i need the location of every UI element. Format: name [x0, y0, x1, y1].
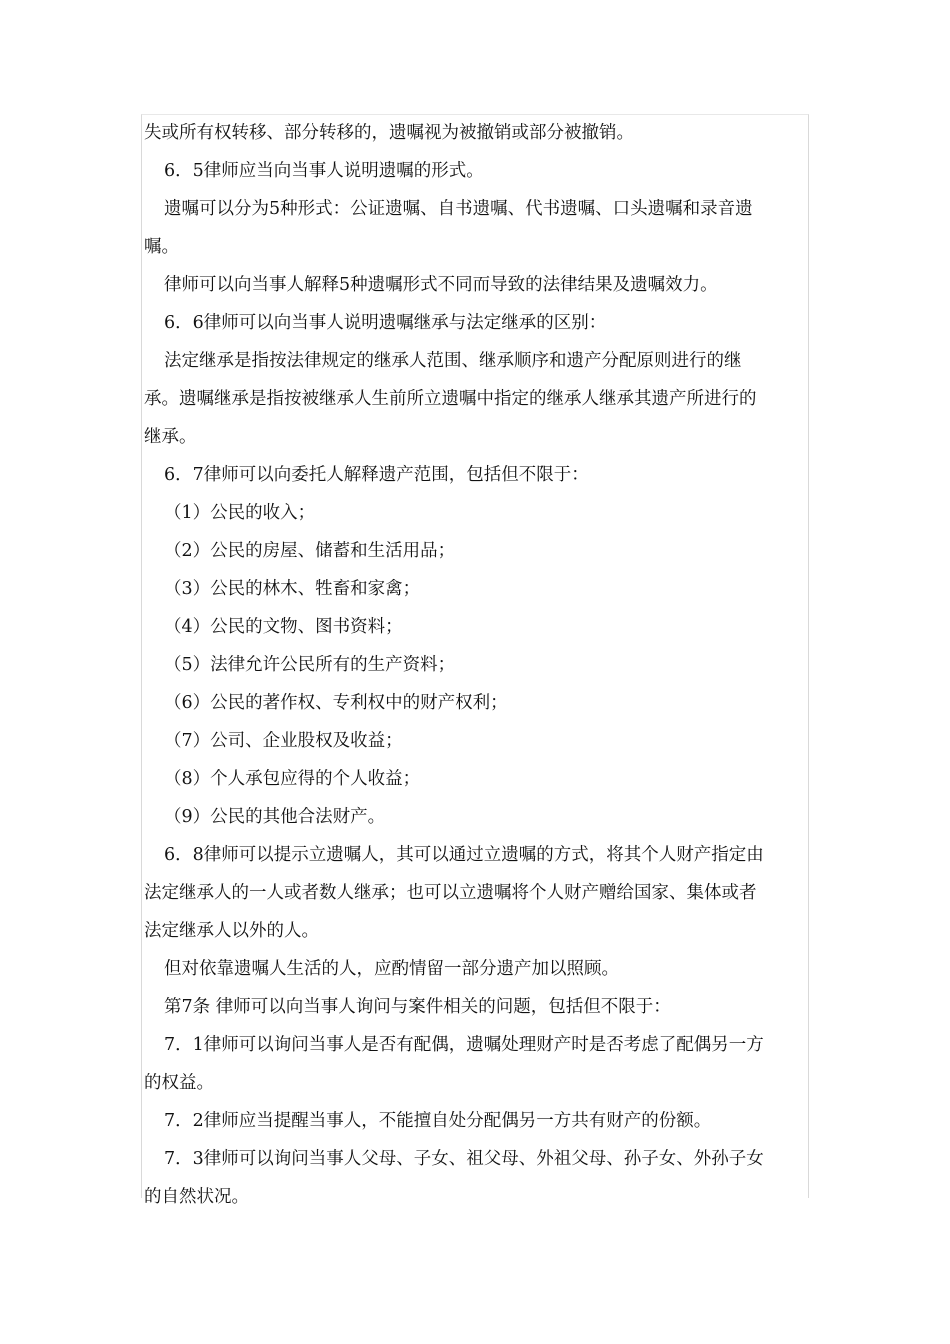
list-item: （8）个人承包应得的个人收益；: [164, 769, 421, 789]
document-body: [144, 114, 816, 1216]
text-line: 的自然状况。: [144, 1187, 249, 1207]
text-line: 法定继承是指按法律规定的继承人范围、继承顺序和遗产分配原则进行的继: [164, 351, 742, 371]
text-line: 7．3律师可以询问当事人父母、子女、祖父母、外祖父母、孙子女、外孙子女: [164, 1149, 764, 1169]
text-line: 承。遗嘱继承是指按被继承人生前所立遗嘱中指定的继承人继承其遗产所进行的: [144, 389, 757, 409]
text-line: 法定继承人的一人或者数人继承；也可以立遗嘱将个人财产赠给国家、集体或者: [144, 883, 757, 903]
text-line: 律师可以向当事人解释5种遗嘱形式不同而导致的法律结果及遗嘱效力。: [164, 275, 718, 295]
text-line: 6．8律师可以提示立遗嘱人，其可以通过立遗嘱的方式，将其个人财产指定由: [164, 845, 764, 865]
text-line: 6．7律师可以向委托人解释遗产范围，包括但不限于：: [164, 465, 589, 485]
text-line: 7．2律师应当提醒当事人，不能擅自处分配偶另一方共有财产的份额。: [164, 1111, 712, 1131]
text-line: 遗嘱可以分为5种形式：公证遗嘱、自书遗嘱、代书遗嘱、口头遗嘱和录音遗: [164, 199, 753, 219]
text-line: 嘱。: [144, 237, 179, 257]
text-line: 6．6律师可以向当事人说明遗嘱继承与法定继承的区别：: [164, 313, 607, 333]
list-item: （9）公民的其他合法财产。: [164, 807, 386, 827]
list-item: （4）公民的文物、图书资料；: [164, 617, 403, 637]
list-item: （6）公民的著作权、专利权中的财产权利；: [164, 693, 508, 713]
text-line: 但对依靠遗嘱人生活的人，应酌情留一部分遗产加以照顾。: [164, 959, 619, 979]
text-line: 失或所有权转移、部分转移的，遗嘱视为被撤销或部分被撤销。: [144, 123, 634, 143]
text-line: 的权益。: [144, 1073, 214, 1093]
text-line: 继承。: [144, 427, 197, 447]
list-item: （3）公民的林木、牲畜和家禽；: [164, 579, 421, 599]
list-item: （7）公司、企业股权及收益；: [164, 731, 403, 751]
article-heading: 第7条 律师可以向当事人询问与案件相关的问题，包括但不限于：: [164, 997, 671, 1017]
text-line: 7．1律师可以询问当事人是否有配偶，遗嘱处理财产时是否考虑了配偶另一方: [164, 1035, 764, 1055]
text-line: 6．5律师应当向当事人说明遗嘱的形式。: [164, 161, 484, 181]
list-item: （5）法律允许公民所有的生产资料；: [164, 655, 456, 675]
text-line: 法定继承人以外的人。: [144, 921, 319, 941]
list-item: （2）公民的房屋、储蓄和生活用品；: [164, 541, 456, 561]
list-item: （1）公民的收入；: [164, 503, 316, 523]
